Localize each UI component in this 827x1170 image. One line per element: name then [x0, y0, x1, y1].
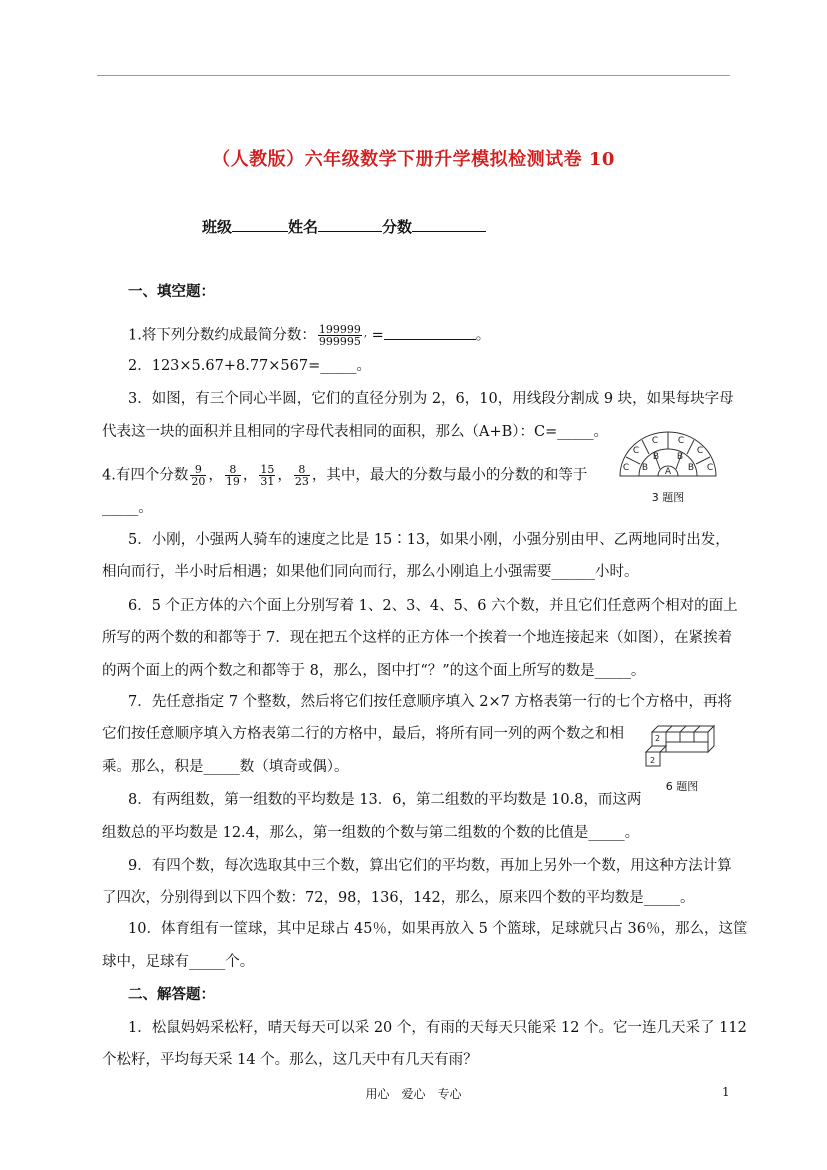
question-3-line-2: 代表这一块的面积并且相同的字母代表相同的面积，那么（A+B）：C=_____。: [102, 424, 609, 440]
question-10-line-2: 球中，足球有_____个。: [102, 954, 255, 970]
fraction-1: $\frac{9}{20}$: [191, 463, 206, 488]
question-6-line-2: 所写的两个数的和都等于 7．现在把五个这样的正方体一个挨着一个地连接起来（如图），在紧挨着: [102, 630, 733, 646]
cube-label: 2: [650, 756, 656, 765]
label-b: B: [641, 463, 649, 473]
label-c: C: [632, 446, 640, 456]
fraction-2: $\frac{8}{19}$: [225, 463, 240, 488]
question-1: 1.将下列分数约成最简分数： $\frac{199999}{999995}$ , = 。: [128, 323, 491, 348]
question-8-line-1: 8．有两组数，第一组数的平均数是 13．6，第二组数的平均数是 10.8，而这两: [128, 792, 642, 808]
question-8-line-2: 组数总的平均数是 12.4，那么，第一组数的个数与第二组数的个数的比值是_____。: [102, 825, 640, 841]
figure-6: [642, 722, 722, 792]
section1-heading: 一、填空题：: [128, 283, 215, 300]
label-b: B: [676, 452, 684, 462]
label-c: C: [622, 463, 630, 473]
answer-question-1-line-1: 1．松鼠妈妈采松籽，晴天每天可以采 20 个，有雨的天每天只能采 12 个。它一连几天采了 112: [128, 1020, 747, 1036]
label-b: B: [687, 463, 695, 473]
question-10-line-1: 10．体育组有一筐球，其中足球占 45％，如果再放入 5 个篮球，足球就只占 36％，那么，这筐: [128, 921, 748, 937]
fraction: $\frac{199999}{999995}$: [318, 323, 361, 348]
question-9-line-1: 9．有四个数，每次选取其中三个数，算出它们的平均数，再加上另外一个数，用这种方法计算: [128, 858, 732, 874]
question-5-line-2: 相向而行，半小时后相遇；如果他们同向而行，那么小刚追上小强需要______小时。: [102, 564, 639, 580]
label-c: C: [651, 436, 659, 446]
semicircles-diagram: [618, 430, 718, 482]
question-3-line-1: 3．如图，有三个同心半圆，它们的直径分别为 2，6，10，用线段分割成 9 块，如果每块字母: [128, 391, 734, 407]
page-title: （人教版）六年级数学下册升学模拟检测试卷 10: [212, 149, 615, 170]
answer-blank[interactable]: [384, 325, 476, 340]
question-4: 4.有四个分数 $\frac{9}{20}$ ， $\frac{8}{19}$ ， $\frac{15}{31}$ ， $\frac{8}{23}$ ，其中，最大的分数与最小的分数的和等于: [102, 463, 588, 488]
label-b: B: [652, 452, 660, 462]
label-a: A: [664, 467, 672, 477]
question-5-line-1: 5．小刚，小强两人骑车的速度之比是 15∶13，如果小刚，小强分别由甲、乙两地同时出发，: [128, 532, 730, 548]
class-blank[interactable]: [232, 217, 288, 232]
label-c: C: [696, 446, 704, 456]
cube-label: 2: [655, 734, 661, 743]
fraction-4: $\frac{8}{23}$: [294, 463, 309, 488]
figure-3: [618, 430, 718, 504]
question-7-line-3: 乘。那么，积是_____数（填奇或偶）。: [102, 759, 349, 775]
figure-6-caption: 6 题图: [665, 780, 699, 793]
question-7-line-2: 它们按任意顺序填入方格表第二行的方格中，最后，将所有同一列的两个数之和相: [102, 726, 624, 742]
question-2: 2．123×5.67+8.77×567=_____。: [128, 358, 371, 374]
fraction-3: $\frac{15}{31}$: [260, 463, 275, 488]
question-7-line-1: 7．先任意指定 7 个整数，然后将它们按任意顺序填入 2×7 方格表第一行的七个方格中，再将: [128, 694, 732, 710]
score-label: 分数: [382, 218, 413, 236]
question-4-line-2: _____。: [102, 500, 153, 516]
question-6-line-3: 的两个面上的两个数之和都等于 8，那么，图中打“？”的这个面上所写的数是_____。: [102, 663, 646, 679]
question-6-line-1: 6．5 个正方体的六个面上分别写着 1、2、3、4、5、6 六个数，并且它们任意两个相对的面上: [128, 598, 738, 614]
label-c: C: [677, 436, 685, 446]
name-label: 姓名: [288, 218, 319, 236]
page-footer: 用心 爱心 专心: [365, 1087, 462, 1101]
class-label: 班级: [202, 218, 233, 236]
label-c: C: [706, 463, 714, 473]
figure-3-caption: 3 题图: [651, 491, 685, 504]
header-rule: [97, 75, 730, 76]
question-9-line-2: 了四次，分别得到以下四个数：72，98，136，142，那么，原来四个数的平均数是_____。: [102, 890, 695, 906]
answer-question-1-line-2: 个松籽，平均每天采 14 个。那么，这几天中有几天有雨？: [102, 1052, 478, 1068]
page-number: 1: [722, 1085, 730, 1099]
name-blank[interactable]: [318, 217, 382, 232]
score-blank[interactable]: [412, 217, 486, 232]
student-info-line: [202, 216, 486, 237]
cubes-diagram: [642, 722, 722, 768]
section2-heading: 二、解答题：: [128, 986, 215, 1003]
